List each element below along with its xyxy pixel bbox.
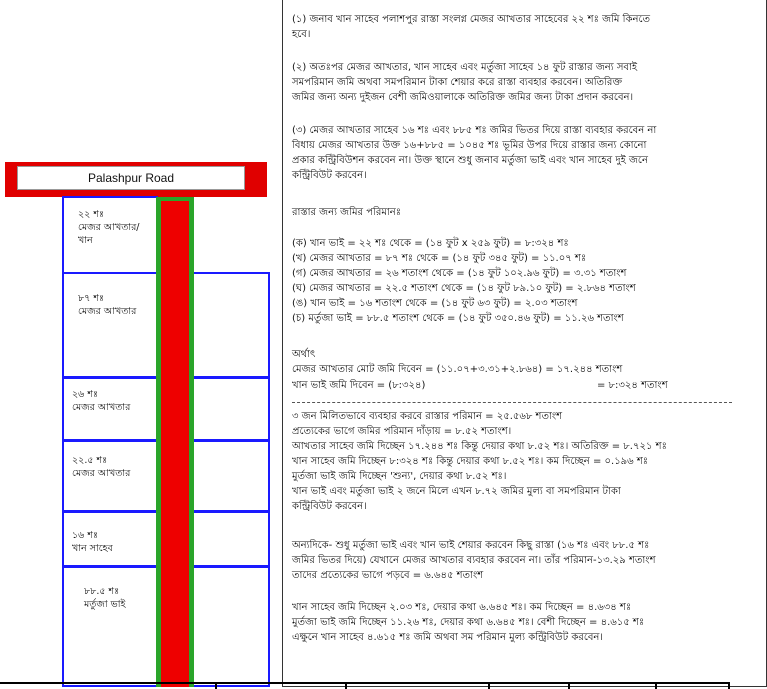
plot-owner: মেজর আখতার [72, 402, 131, 413]
text-line: মুর্তজা ভাই জমি দিচ্ছেন 'শুন্য', দেয়ার কথা ৮.৫২ শঃ। [292, 471, 507, 482]
plot-owner: খান সাহেব [72, 543, 113, 554]
road-strip-center [161, 201, 189, 687]
plot-owner: মেজর আখতার/খান [78, 222, 140, 246]
note-4 [292, 409, 667, 514]
text-line: প্রকার কন্ট্রিবিউশন করবেন না। উক্ত স্থানে শুধু জনাব মর্তুজা ভাই এবং খান সাহেব দুই জনে [292, 155, 648, 166]
text-line: প্রত্যেকের ভাগে জমির পরিমান দাঁড়ায় = ৮.৫২ শতাংশ। [292, 426, 512, 437]
list-item: (খ) মেজর আখতার = ৮৭ শঃ থেকে = (১৪ ফুট ৩৪৫ ফুট) = ১১.০৭ শঃ [292, 253, 587, 264]
plot-area: ৮৮.৫ শঃ [84, 586, 120, 597]
land-list [292, 236, 636, 326]
text-line: খান সাহেব জমি দিচ্ছেন ৮:৩২৪ শঃ কিন্তু দেয়ার কথা ৮.৫২ শঃ। কম দিচ্ছেন = ০.১৯৬ শঃ [292, 456, 649, 467]
plot-1-label [78, 208, 144, 247]
text-line: সমপরিমান জমি অথবা সমপরিমান টাকা শেয়ার করে রাস্তা ব্যবহার করবেন। অতিরিক্ত [292, 77, 623, 88]
land-heading: রাস্তার জন্য জমির পরিমানঃ [292, 207, 402, 218]
text-line: খান সাহেব জমি দিচ্ছেন ২.০৩ শঃ, দেয়ার কথা ৬.৬৪৫ শঃ। কম দিচ্ছেন = ৪.৬৩৪ শঃ [292, 602, 632, 613]
therefore-label: অর্থাৎ [292, 349, 316, 360]
text-line: জমির ভিতর দিয়ে) যেখানে মেজর আখতার ব্যবহার করবেন না। তাঁর পরিমান-১৩.২৯ শতাংশ [292, 555, 656, 566]
text-line: জমির জন্য অন্য দুইজন বেশী জমিওয়ালাকে অতিরিক্ত জমির জন্য টাকা প্রদান করবেন। [292, 92, 634, 103]
text-line: আখতার সাহেব জমি দিচ্ছেন ১৭.২৪৪ শঃ কিন্তু দেয়ার কথা ৮.৫২ শঃ। অতিরিক্ত = ৮.৭২১ শঃ [292, 441, 667, 452]
note-2 [292, 60, 637, 105]
text-line: ৩ জন মিলিতভাবে ব্যবহার করবে রাস্তার পরিমান = ২৫.৫৬৮ শতাংশ [292, 411, 563, 422]
note-3 [292, 123, 656, 183]
plot-area: ২৬ শঃ [72, 389, 99, 400]
sum-line-1: মেজর আখতার মোট জমি দিবেন = (১১.০৭+৩.৩১+২.৮৬৪) = ১৭.২৪৪ শতাংশ [292, 364, 623, 375]
text-line: (২) অতঃপর মেজর আখতার, খান সাহেব এবং মর্তুজা সাহেব ১৪ ফুট রাস্তার জন্য সবাই [292, 62, 638, 73]
note-5 [292, 538, 656, 583]
text-line: কন্ট্রিবিউট করবেন। [292, 501, 367, 512]
plot-owner: মর্তুজা ভাই [84, 599, 126, 610]
list-item: (গ) মেজর আখতার = ২৬ শতাংশ থেকে = (১৪ ফুট ১০২.৯৬ ফুট) = ৩.৩১ শতাংশ [292, 268, 627, 279]
plot-owner: মেজর আখতার [72, 468, 131, 479]
note-6 [292, 600, 644, 645]
text-line: হবে। [292, 29, 311, 40]
plot-6-label [84, 585, 125, 611]
text-line: কন্ট্রিবিউট করবেন। [292, 170, 367, 181]
plot-4-label [72, 454, 130, 480]
plot-owner: মেজর আখতার [78, 306, 137, 317]
plot-area: ২২ শঃ [78, 209, 105, 220]
list-item: (ঙ) খান ভাই = ১৬ শতাংশ থেকে = (১৪ ফুট ৬৩ ফুট) = ২.০৩ শতাংশ [292, 298, 578, 309]
sum-line-2-right: = ৮:৩২৪ শতাংশ [597, 380, 668, 391]
sum-line-2-left: খান ভাই জমি দিবেন = (৮:৩২৪) [292, 380, 426, 391]
divider [292, 402, 732, 403]
text-line: অন্যদিকে- শুধু মর্তুজা ভাই এবং খান ভাই শেয়ার করবেন কিছু রাস্তা (১৬ শঃ এবং ৮৮.৫ শঃ [292, 540, 650, 551]
list-item: (ক) খান ভাই = ২২ শঃ থেকে = (১৪ ফুট x ২৫৯ ফুট) = ৮:৩২৪ শঃ [292, 238, 569, 249]
list-item: (ঘ) মেজর আখতার = ২২.৫ শতাংশ থেকে = (১৪ ফুট ৮৯.১০ ফুট) = ২.৮৬৪ শতাংশ [292, 283, 636, 294]
road-name-label: Palashpur Road [17, 166, 245, 190]
text-line: বিধায় মেজর আখতার উক্ত ১৬+৮৮৫ = ১০৪৫ শঃ ভূমির উপর দিয়ে রাস্তার জন্য কোনো [292, 140, 647, 151]
bottom-table-edge [0, 682, 730, 689]
plot-3-label [72, 388, 130, 414]
text-line: (১) জনাব খান সাহেব পলাশপুর রাস্তা সংলগ্ন মেজর আখতার সাহেবের ২২ শঃ জমি কিনতে [292, 14, 650, 25]
list-item: (চ) মর্তুজা ভাই = ৮৮.৫ শতাংশ থেকে = (১৪ ফুট ৩৫০.৪৬ ফুট) = ১১.২৬ শতাংশ [292, 313, 624, 324]
plot-area: ১৬ শঃ [72, 530, 99, 541]
text-line: এক্ষুনে খান সাহেব ৪.৬১৫ শঃ জমি অথবা সম পরিমান মুল্য কন্ট্রিবিউট করবেন। [292, 632, 603, 643]
plot-5-label [72, 529, 113, 555]
plot-area: ৮৭ শঃ [78, 293, 105, 304]
text-line: মুর্তজা ভাই জমি দিচ্ছেন ১১.২৬ শঃ, দেয়ার কথা ৬.৬৪৫ শঃ। বেশী দিচ্ছেন = ৪.৬১৫ শঃ [292, 617, 645, 628]
text-line: তাদের প্রত্যেকের ভাগে পড়বে = ৬.৬৪৫ শতাংশ [292, 570, 484, 581]
road-strip [156, 197, 194, 687]
text-line: (৩) মেজর আখতার সাহেব ১৬ শঃ এবং ৮৮৫ শঃ জমির ভিতর দিয়ে রাস্তা ব্যবহার করবেন না [292, 125, 657, 136]
note-1 [292, 12, 650, 42]
text-line: খান ভাই এবং মর্তুজা ভাই ২ জনে মিলে এখন ৮.৭২ জমির মুল্য বা সমপরিমান টাকা [292, 486, 621, 497]
plot-2-label [78, 292, 136, 318]
plot-area: ২২.৫ শঃ [72, 455, 108, 466]
